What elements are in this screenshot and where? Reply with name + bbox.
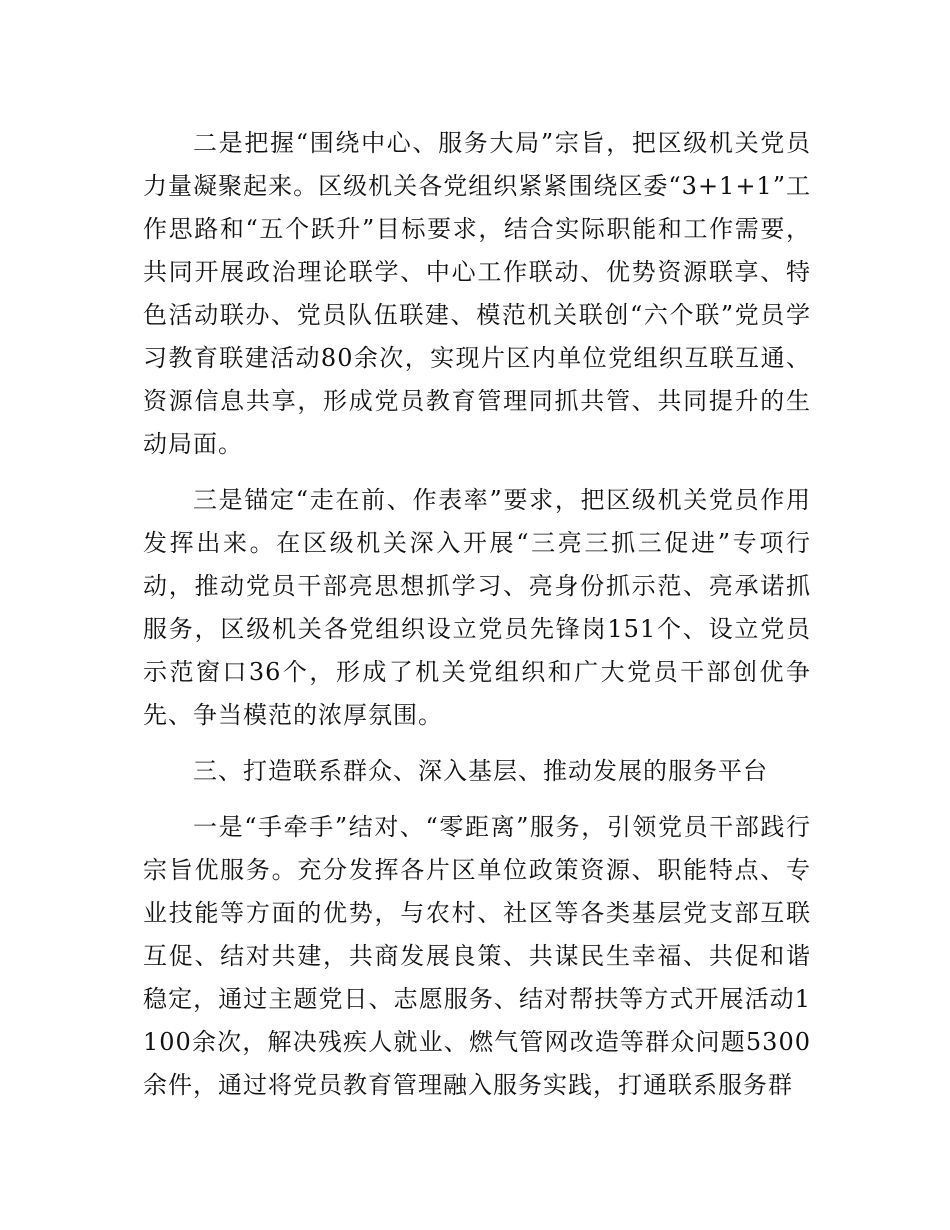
- paragraph-hand-in-hand-service: 一是“手牵手”结对、“零距离”服务，引领党员干部践行宗旨优服务。充分发挥各片区单位政策资源、职能特点、专业技能等方面的优势，与农村、社区等各类基层党支部互联互促、结对共建，共商发展良策、共谋民生幸福、共促和谐稳定，通过主题党日、志愿服务、结对帮扶等方式开展活动1100余次，解决残疾人就业、燃气管网改造等群众问题5300余件，通过将党员教育管理融入服务实践，打通联系服务群: [143, 813, 811, 1099]
- document-body: [143, 122, 811, 1120]
- paragraph-rally-party-members: 二是把握“围绕中心、服务大局”宗旨，把区级机关党员力量凝聚起来。区级机关各党组织紧紧围绕区委“3+1+1”工作思路和“五个跃升”目标要求，结合实际职能和工作需要，共同开展政治理论联学、中心工作联动、优势资源联享、特色活动联办、党员队伍联建、模范机关联创“六个联”党员学习教育联建活动80余次，实现片区内单位党组织互联互通、资源信息共享，形成党员教育管理同抓共管、共同提升的生动局面。: [143, 129, 811, 458]
- section-heading-service-platform: 三、打造联系群众、深入基层、推动发展的服务平台: [193, 757, 768, 785]
- paragraph-role-of-party-members: 三是锚定“走在前、作表率”要求，把区级机关党员作用发挥出来。在区级机关深入开展“三亮三抓三促进”专项行动，推动党员干部亮思想抓学习、亮身份抓示范、亮承诺抓服务，区级机关各党组织设立党员先锋岗151个、设立党员示范窗口36个，形成了机关党组织和广大党员干部创优争先、争当模范的浓厚氛围。: [143, 486, 811, 729]
